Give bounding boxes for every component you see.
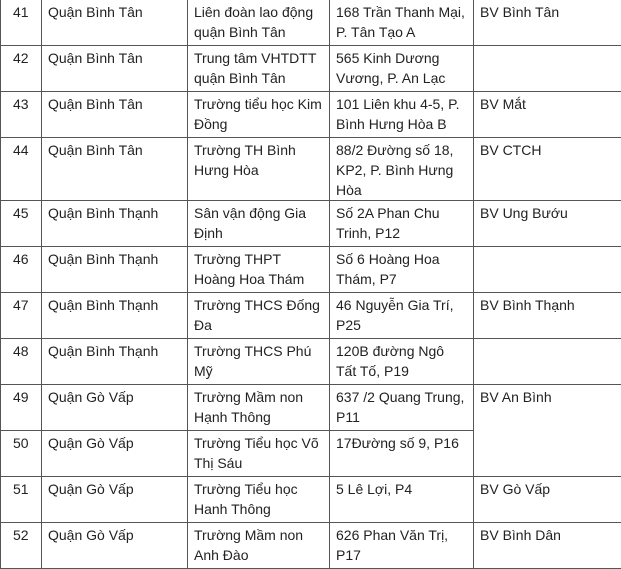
table-row <box>1 0 621 46</box>
venue-cell: Trường THPT Hoàng Hoa Thám <box>188 247 330 293</box>
venue-cell: Sân vận động Gia Định <box>188 201 330 247</box>
address-cell: 565 Kinh Dương Vương, P. An Lạc <box>330 46 474 92</box>
venue-cell: Trường Mầm non Hạnh Thông <box>188 385 330 431</box>
address-cell: 46 Nguyễn Gia Trí, P25 <box>330 293 474 339</box>
row-number: 51 <box>1 477 42 523</box>
hospital-cell <box>474 46 621 92</box>
address-cell: 101 Liên khu 4-5, P. Bình Hưng Hòa B <box>330 92 474 138</box>
address-cell: 88/2 Đường số 18, KP2, P. Bình Hưng Hòa <box>330 138 474 201</box>
table-row <box>1 339 621 385</box>
venue-cell: Liên đoàn lao động quận Bình Tân <box>188 0 330 46</box>
table-row <box>1 247 621 293</box>
row-number: 44 <box>1 138 42 201</box>
row-number: 52 <box>1 523 42 569</box>
hospital-cell: BV An Bình <box>474 385 621 477</box>
hospital-cell: BV Bình Tân <box>474 0 621 46</box>
row-number: 46 <box>1 247 42 293</box>
table-row <box>1 92 621 138</box>
table-row <box>1 46 621 92</box>
district-cell: Quận Bình Thạnh <box>42 293 188 339</box>
venue-cell: Trường Mầm non Anh Đào <box>188 523 330 569</box>
district-cell: Quận Bình Tân <box>42 138 188 201</box>
row-number: 47 <box>1 293 42 339</box>
venue-cell: Trường Tiểu học Hanh Thông <box>188 477 330 523</box>
row-number: 49 <box>1 385 42 431</box>
district-cell: Quận Bình Tân <box>42 0 188 46</box>
hospital-cell <box>474 339 621 385</box>
table-row <box>1 138 621 201</box>
district-cell: Quận Bình Thạnh <box>42 339 188 385</box>
hospital-cell: BV Bình Thạnh <box>474 293 621 339</box>
venue-cell: Trường THCS Đống Đa <box>188 293 330 339</box>
address-cell: 17Đường số 9, P16 <box>330 431 474 477</box>
row-number: 41 <box>1 0 42 46</box>
row-number: 48 <box>1 339 42 385</box>
address-cell: 120B đường Ngô Tất Tố, P19 <box>330 339 474 385</box>
district-cell: Quận Gò Vấp <box>42 431 188 477</box>
venue-cell: Trường THCS Phú Mỹ <box>188 339 330 385</box>
district-cell: Quận Bình Thạnh <box>42 247 188 293</box>
district-cell: Quận Gò Vấp <box>42 477 188 523</box>
address-cell: 168 Trần Thanh Mại, P. Tân Tạo A <box>330 0 474 46</box>
hospital-cell: BV Ung Bướu <box>474 201 621 247</box>
table-row <box>1 385 621 431</box>
district-cell: Quận Gò Vấp <box>42 523 188 569</box>
hospital-cell: BV CTCH <box>474 138 621 201</box>
district-cell: Quận Gò Vấp <box>42 385 188 431</box>
row-number: 42 <box>1 46 42 92</box>
address-cell: 626 Phan Văn Trị, P17 <box>330 523 474 569</box>
venue-cell: Trường Tiểu học Võ Thị Sáu <box>188 431 330 477</box>
district-cell: Quận Bình Tân <box>42 46 188 92</box>
address-cell: Số 6 Hoàng Hoa Thám, P7 <box>330 247 474 293</box>
district-cell: Quận Bình Tân <box>42 92 188 138</box>
hospital-cell: BV Gò Vấp <box>474 477 621 523</box>
venue-cell: Trường TH Bình Hưng Hòa <box>188 138 330 201</box>
venue-cell: Trường tiểu học Kim Đồng <box>188 92 330 138</box>
row-number: 50 <box>1 431 42 477</box>
hospital-cell: BV Bình Dân <box>474 523 621 569</box>
table-row <box>1 293 621 339</box>
district-cell: Quận Bình Thạnh <box>42 201 188 247</box>
address-cell: 5 Lê Lợi, P4 <box>330 477 474 523</box>
address-cell: Số 2A Phan Chu Trinh, P12 <box>330 201 474 247</box>
hospital-cell: BV Mắt <box>474 92 621 138</box>
hospital-cell <box>474 247 621 293</box>
table-row <box>1 477 621 523</box>
table-row <box>1 523 621 569</box>
table-row <box>1 201 621 247</box>
address-cell: 637 /2 Quang Trung, P11 <box>330 385 474 431</box>
venue-cell: Trung tâm VHTDTT quận Bình Tân <box>188 46 330 92</box>
row-number: 43 <box>1 92 42 138</box>
row-number: 45 <box>1 201 42 247</box>
